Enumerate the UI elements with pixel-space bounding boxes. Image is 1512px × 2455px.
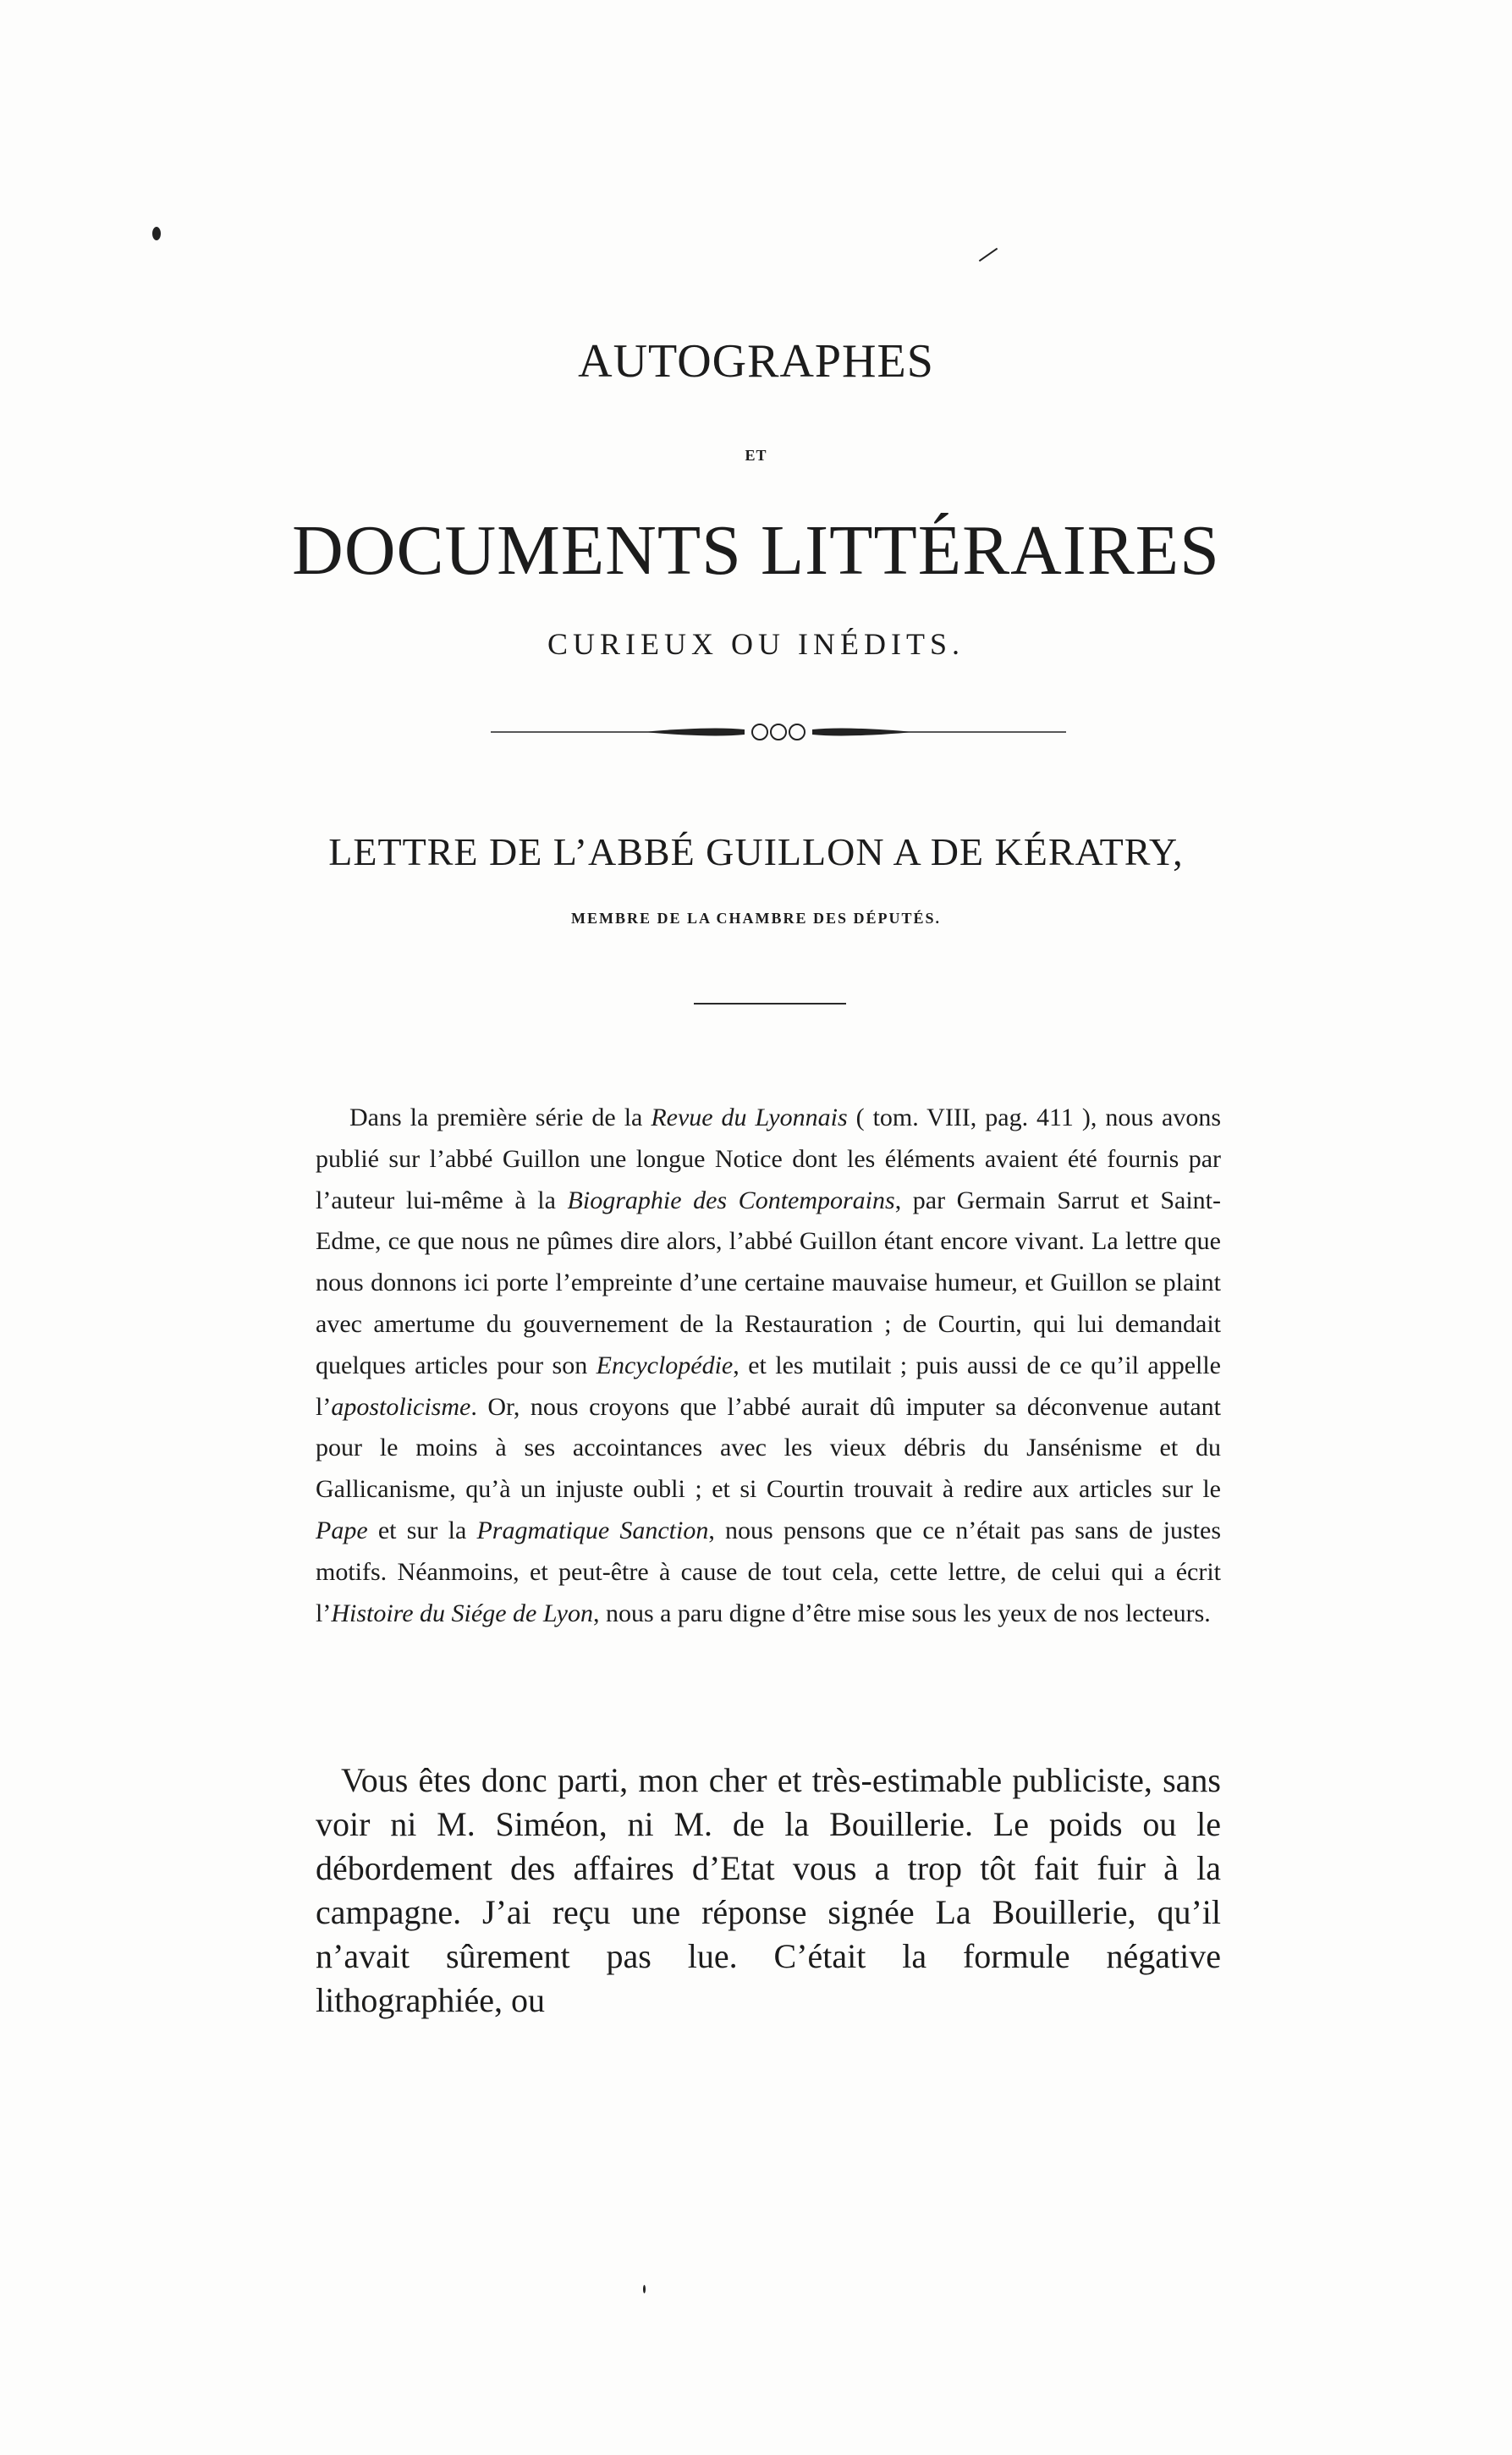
- encyclopedie-title: Encyclopédie: [596, 1351, 734, 1379]
- histoire-title: Histoire du Siége de Lyon: [331, 1599, 593, 1627]
- ornament-divider: [491, 719, 1066, 745]
- title-et: ET: [745, 447, 767, 464]
- pape-term: Pape: [316, 1516, 368, 1544]
- intro-text: , nous pensons que ce n’était pas sans de justes motifs. Néanmoins, et peut-être à cause de tout cela, cette lettre, de celui qui a écrit l’: [316, 1516, 1222, 1627]
- title-documents-litteraires: DOCUMENTS LITTÉRAIRES: [292, 511, 1220, 590]
- letter-body-paragraph: Vous êtes donc parti, mon cher et très-estimable publiciste, sans voir ni M. Siméon, ni M. de la Bouillerie. Le poids ou le débordement des affaires d’Etat vous a trop tôt fait fuir à la campagne. J’ai reçu une réponse signée La Bouillerie, qu’il n’avait sûrement pas lue. C’était la formule négative lithographiée, ou: [316, 1761, 1221, 2019]
- letter-title: LETTRE DE L’ABBÉ GUILLON A DE KÉRATRY,: [328, 830, 1184, 873]
- ink-speck: [979, 248, 998, 262]
- intro-text: , nous a paru digne d’être mise sous les yeux de nos lecteurs.: [592, 1599, 1211, 1627]
- ink-speck: [152, 227, 161, 240]
- intro-text: et sur la: [367, 1516, 477, 1544]
- intro-paragraph: [316, 1098, 1221, 1634]
- intro-text: Dans la première série de la: [349, 1104, 652, 1131]
- ink-speck: [643, 2285, 646, 2293]
- biographie-title: Biographie des Contemporains: [567, 1186, 895, 1214]
- intro-text: . Or, nous croyons que l’abbé aurait dû imputer sa déconvenue autant pour le moins à ses accointances avec les vieux débris du Jansénisme et du Gallicanisme, qu’à un injuste oubli ; et si Courtin trouvait à redire aux articles sur le: [316, 1392, 1221, 1504]
- letter-subtitle: MEMBRE DE LA CHAMBRE DES DÉPUTÉS.: [570, 910, 942, 927]
- intro-text: , et les mutilait ; puis aussi de ce qu’il appelle l’: [316, 1351, 1221, 1421]
- intro-text: ( tom. VIII, pag. 411 ), nous avons publié sur l’abbé Guillon une longue Notice dont les éléments avaient été fournis par l’auteur lui-même à la: [316, 1104, 1221, 1214]
- pragmatique-term: Pragmatique Sanction: [476, 1516, 709, 1544]
- section-rule: [694, 1003, 846, 1005]
- intro-text: , par Germain Sarrut et Saint-Edme, ce que nous ne pûmes dire alors, l’abbé Guillon étant encore vivant. La lettre que nous donnons ici porte l’empreinte d’une certaine mauvaise humeur, et Guillon se plaint avec amertume du gouvernement de la Restauration ; de Courtin, qui lui demandait quelques articles pour son: [316, 1186, 1221, 1379]
- title-curieux-inedits: CURIEUX OU INÉDITS.: [547, 627, 965, 661]
- title-autographes: AUTOGRAPHES: [578, 335, 934, 388]
- apostolicisme-term: apostolicisme: [331, 1392, 471, 1421]
- revue-title: Revue du Lyonnais: [651, 1104, 848, 1131]
